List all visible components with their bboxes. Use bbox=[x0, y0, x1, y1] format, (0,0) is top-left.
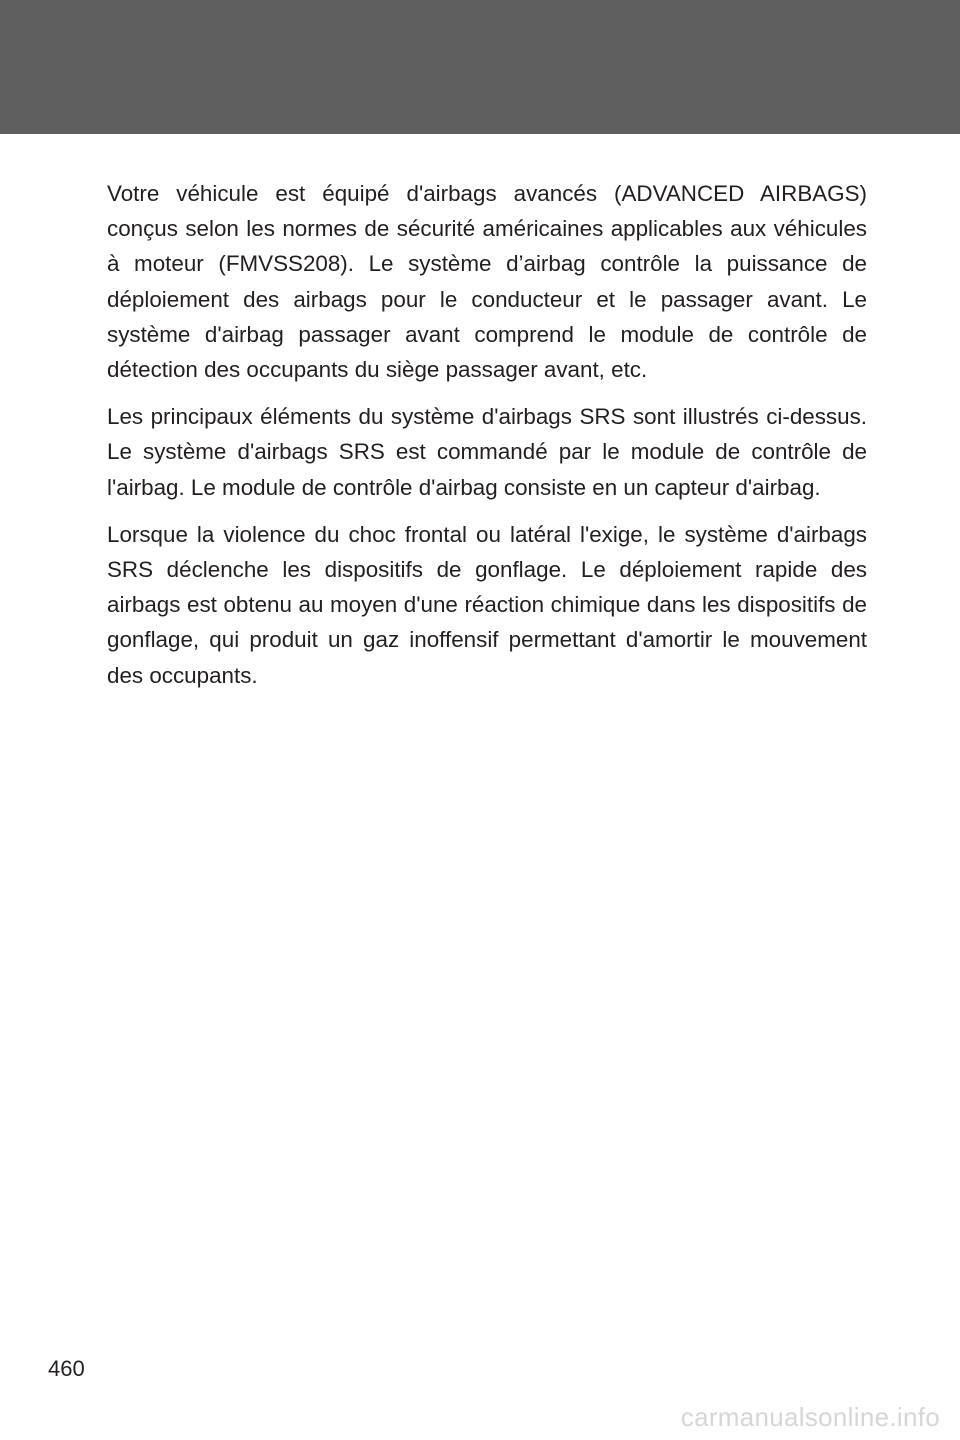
page-number: 460 bbox=[48, 1356, 85, 1381]
watermark-text: carmanualsonline.info bbox=[680, 1402, 940, 1432]
header-band bbox=[0, 0, 960, 134]
paragraph-advanced-airbags: Votre véhicule est équipé d'airbags avancés (ADVANCED AIRBAGS) conçus selon les normes de sécurité américaines applicables aux véhicules à moteur (FMVSS208). Le système d’airbag contrôle la puissance de déploiement des airbags pour le conducteur et le passager avant. Le système d'airbag passager avant comprend le module de contrôle de détection des occupants du siège passager avant, etc. bbox=[107, 181, 867, 383]
paragraph-srs-components: Les principaux éléments du système d'airbags SRS sont illustrés ci-dessus. Le système d'airbags SRS est commandé par le module de contrôle de l'airbag. Le module de contrôle d'airbag consiste en un capteur d'airbag. bbox=[107, 404, 867, 500]
paragraph-deployment: Lorsque la violence du choc frontal ou latéral l'exige, le système d'airbags SRS déclenche les dispositifs de gonflage. Le déploiement rapide des airbags est obtenu au moyen d'une réaction chimique dans les dispositifs de gonflage, qui produit un gaz inoffensif permettant d'amortir le mouvement des occupants. bbox=[107, 521, 867, 688]
body-text bbox=[107, 176, 867, 705]
